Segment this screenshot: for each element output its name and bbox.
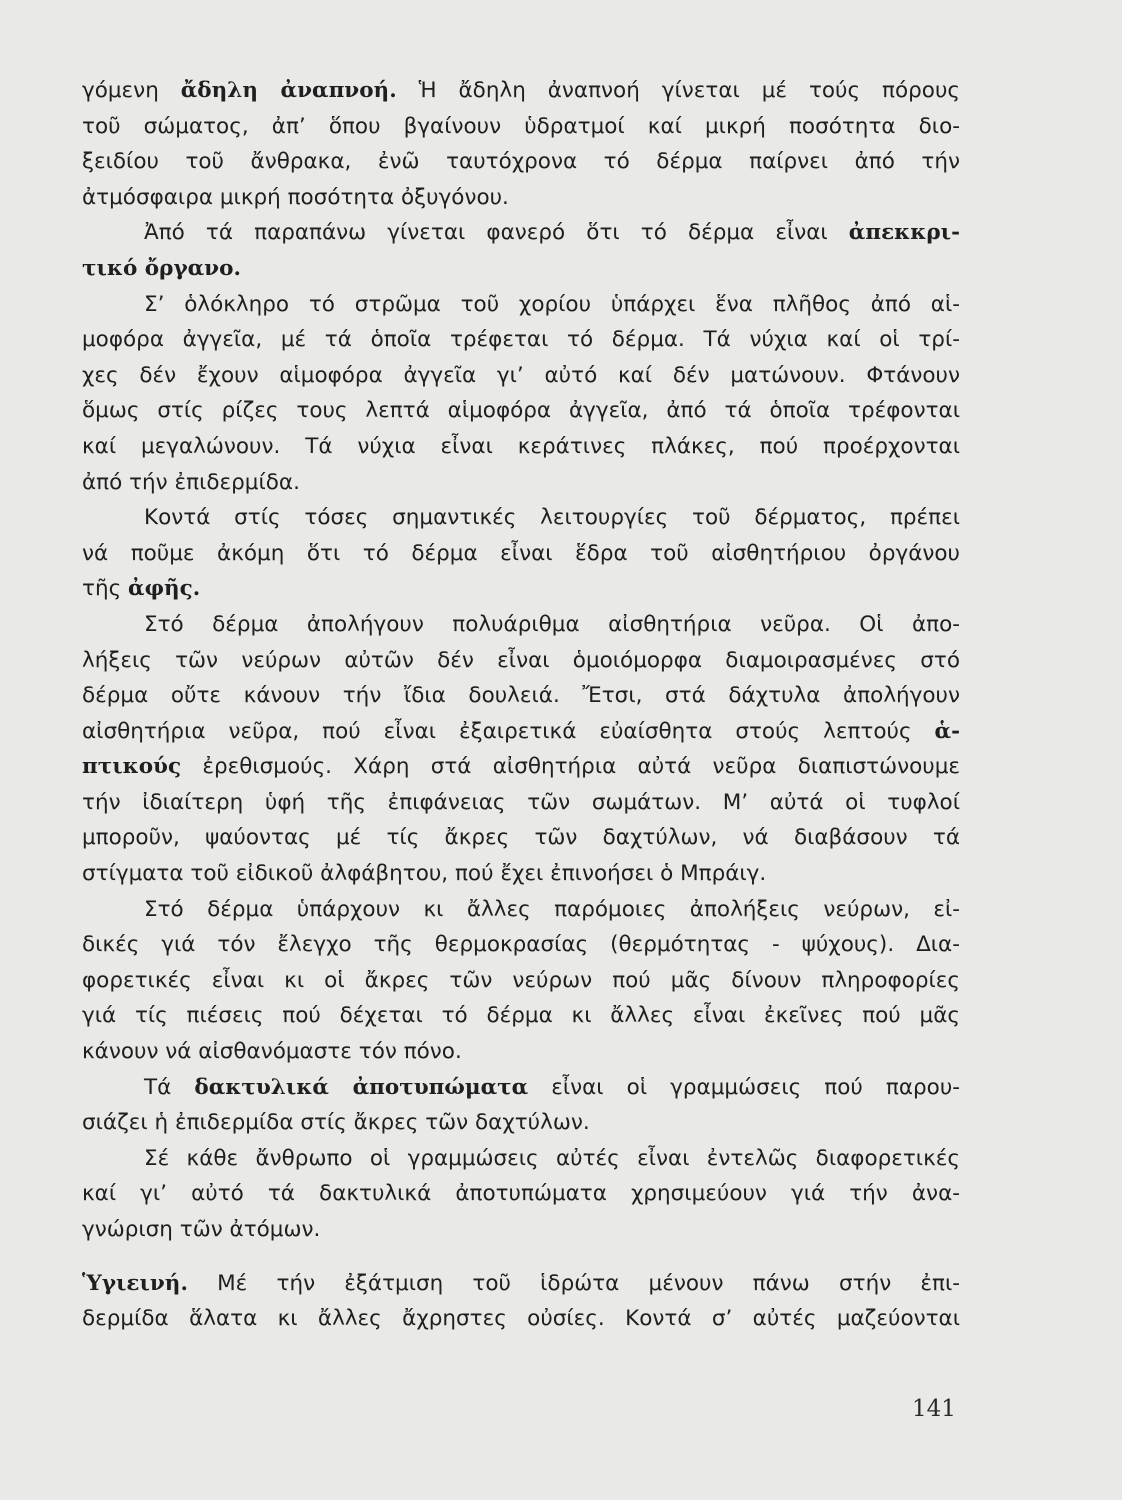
text-run: Τά <box>144 1074 195 1100</box>
text-run: εἶναι οἱ γραμμώσεις πού παρου- <box>528 1074 961 1100</box>
text-line: τοῦ σώματος, ἀπ’ ὅπου βγαίνουν ὑδρατμοί καί μικρή ποσότητα διο- <box>82 113 960 139</box>
text-line: μοφόρα ἀγγεῖα, μέ τά ὁποῖα τρέφεται τό δέρμα. Τά νύχια καί οἱ τρί- <box>82 327 960 353</box>
text-line: γνώριση τῶν ἀτόμων. <box>82 1217 321 1242</box>
text-line: Κοντά στίς τόσες σημαντικές λειτουργίες τοῦ δέρματος, πρέπει <box>144 505 960 531</box>
text-line: κάνουν νά αἰσθανόμαστε τόν πόνο. <box>82 1039 462 1065</box>
text-line: καί γι’ αὐτό τά δακτυλικά ἀποτυπώματα χρησιμεύουν γιά τήν ἀνα- <box>82 1181 960 1207</box>
text-line <box>82 215 960 251</box>
body-text <box>82 73 960 1337</box>
text-run: ἐρεθισμούς. Χάρη στά αἰσθητήρια αὐτά νεῦρα διαπιστώνουμε <box>181 754 960 780</box>
text-line <box>82 571 960 607</box>
text-line: δέρμα οὔτε κάνουν τήν ἴδια δουλειά. Ἔτσι, στά δάχτυλα ἀπολήγουν <box>82 683 960 709</box>
bold-term: ἀφῆς. <box>128 576 201 602</box>
paragraph-gap <box>82 1248 960 1266</box>
text-line: δικές γιά τόν ἔλεγχο τῆς θερμοκρασίας (θερμότητας - ψύχους). Δια- <box>82 932 960 958</box>
bold-term: τικό ὄργανο. <box>82 255 241 281</box>
text-run: αἰσθητήρια νεῦρα, πού εἶναι ἐξαιρετικά εὐαίσθητα στούς λεπτούς <box>82 718 935 744</box>
text-line: χες δέν ἔχουν αἱμοφόρα ἀγγεῖα γι’ αὐτό καί δέν ματώνουν. Φτάνουν <box>82 362 960 388</box>
bold-term: πτικούς <box>82 754 182 780</box>
text-line: δερμίδα ἅλατα κι ἄλλες ἄχρηστες οὐσίες. Κοντά σ’ αὐτές μαζεύονται <box>82 1306 960 1332</box>
section-heading: Ὑγιεινή. <box>82 1270 188 1296</box>
text-line: φορετικές εἶναι κι οἱ ἄκρες τῶν νεύρων πού μᾶς δίνουν πληροφορίες <box>82 967 960 993</box>
text-line: ἀπό τήν ἐπιδερμίδα. <box>82 469 300 495</box>
text-line: τήν ἰδιαίτερη ὑφή τῆς ἐπιφάνειας τῶν σωμάτων. Μ’ αὐτά οἱ τυφλοί <box>82 789 960 815</box>
text-line: σιάζει ἡ ἐπιδερμίδα στίς ἄκρες τῶν δαχτύλων. <box>82 1110 590 1136</box>
text-line: ὅμως στίς ρίζες τους λεπτά αἱμοφόρα ἀγγεῖα, ἀπό τά ὁποῖα τρέφονται <box>82 398 960 424</box>
text-line: νά ποῦμε ἀκόμη ὅτι τό δέρμα εἶναι ἕδρα τοῦ αἰσθητήριου ὀργάνου <box>82 540 960 566</box>
bold-term: ἄδηλη ἀναπνοή. <box>180 78 397 103</box>
text-line <box>82 1070 960 1106</box>
text-line <box>82 714 960 750</box>
text-line <box>82 1266 960 1302</box>
text-line: λήξεις τῶν νεύρων αὐτῶν δέν εἶναι ὁμοιόμορφα διαμοιρασμένες στό <box>82 647 960 673</box>
text-line: Σέ κάθε ἄνθρωπο οἱ γραμμώσεις αὐτές εἶναι ἐντελῶς διαφορετικές <box>144 1145 960 1171</box>
bold-term: ἁ- <box>934 718 960 744</box>
text-run: Ἀπό τά παραπάνω γίνεται φανερό ὅτι τό δέρμα εἶναι <box>144 220 849 246</box>
text-run: τῆς <box>82 576 129 602</box>
text-line: Στό δέρμα ὑπάρχουν κι ἄλλες παρόμοιες ἀπολήξεις νεύρων, εἰ- <box>144 896 960 922</box>
text-line: μποροῦν, ψαύοντας μέ τίς ἄκρες τῶν δαχτύλων, νά διαβάσουν τά <box>82 825 960 851</box>
text-line: Στό δέρμα ἀπολήγουν πολυάριθμα αἰσθητήρια νεῦρα. Οἱ ἀπο- <box>144 611 960 637</box>
text-line: Σ’ ὁλόκληρο τό στρῶμα τοῦ χορίου ὑπάρχει ἕνα πλῆθος ἀπό αἱ- <box>144 291 960 317</box>
text-line: γιά τίς πιέσεις πού δέχεται τό δέρμα κι ἄλλες εἶναι ἐκεῖνες πού μᾶς <box>82 1003 960 1029</box>
text-line: ξειδίου τοῦ ἄνθρακα, ἐνῶ ταυτόχρονα τό δέρμα παίρνει ἀπό τήν <box>82 149 960 175</box>
text-line <box>82 251 960 287</box>
text-line <box>82 73 960 109</box>
bold-term: δακτυλικά ἀποτυπώματα <box>194 1074 529 1100</box>
bold-term: ἀπεκκρι- <box>848 220 960 246</box>
text-line: στίγματα τοῦ εἰδικοῦ ἀλφάβητου, πού ἔχει ἐπινοήσει ὁ Μπράιγ. <box>82 861 767 887</box>
text-line: ἀτμόσφαιρα μικρή ποσότητα ὀξυγόνου. <box>82 184 509 210</box>
page-number: 141 <box>912 1396 956 1422</box>
text-run: Μέ τήν ἐξάτμιση τοῦ ἱδρώτα μένουν πάνω στήν ἐπι- <box>187 1270 960 1296</box>
text-run: Ἡ ἄδηλη ἀναπνοή γίνεται μέ τούς πόρους <box>396 78 960 103</box>
text-run: γόμενη <box>82 78 181 103</box>
text-line <box>82 749 960 785</box>
text-line: καί μεγαλώνουν. Τά νύχια εἶναι κεράτινες πλάκες, πού προέρχονται <box>82 433 960 459</box>
